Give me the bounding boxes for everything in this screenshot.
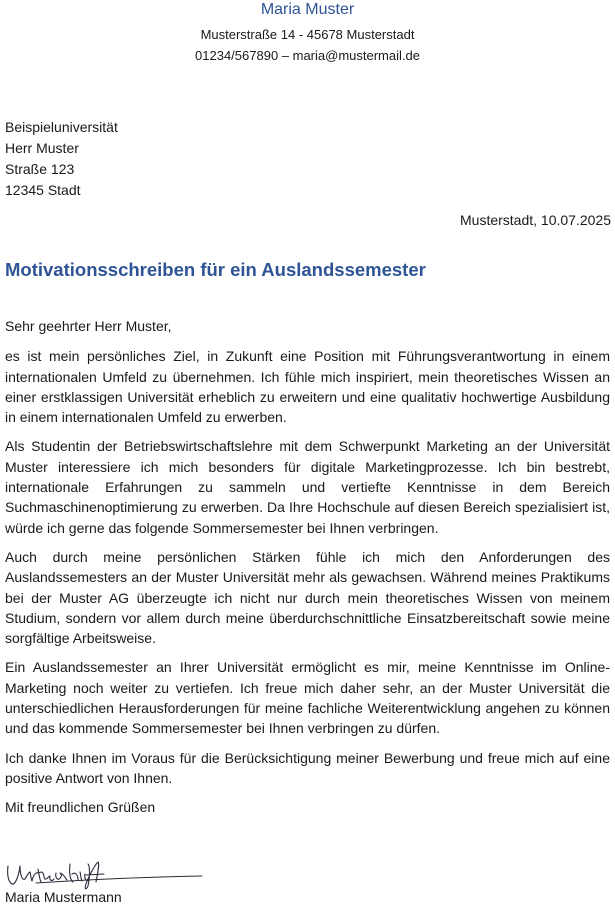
sender-contact: 01234/567890 – maria@mustermail.de [195, 48, 420, 63]
recipient-line: Straße 123 [5, 161, 75, 177]
salutation: Sehr geehrter Herr Muster, [5, 318, 172, 334]
letter-body [5, 316, 610, 818]
recipient-address [5, 117, 118, 201]
body-paragraph: Als Studentin der Betriebswirtschaftslehre mit dem Schwerpunkt Marketing an der Universität Muster interessiere ich mich besonders für digitale Marketingprozesse. Ich bin bestrebt, internationale Erfahrungen zu sammeln und vertiefte Kenntnisse in dem Bereich Suchmaschinenoptimierung zu erwerben. Da Ihre Hochschule auf diesen Bereich spezialisiert ist, würde ich gerne das folgende Sommersemester bei Ihnen verbringen. [5, 438, 610, 536]
closing: Mit freundlichen Grüßen [5, 799, 156, 816]
sender-name: Maria Muster [260, 1, 355, 18]
signature-image [2, 852, 207, 894]
body-paragraph: es ist mein persönliches Ziel, in Zukunft eine Position mit Führungsverantwortung in einem internationalen Umfeld zu übernehmen. Ich fühle mich inspiriert, mein theoretisches Wissen an einer erstklassigen Universität erheblich zu erweitern und eine qualitativ hochwertige Ausbildung in einem internationalen Umfeld zu erwerben. [5, 348, 610, 426]
body-paragraph: Ein Auslandssemester an Ihrer Universität ermöglicht es mir, meine Kenntnisse im Online-Marketing noch weiter zu vertiefen. Ich freue mich daher sehr, an der Muster Universität die unterschiedlichen Herausforderungen für meine fachliche Weiterentwicklung angehen zu können und das kommende Sommersemester bei Ihnen verbringen zu dürfen. [5, 659, 610, 737]
recipient-line: 12345 Stadt [5, 182, 81, 198]
signer-name: Maria Mustermann [5, 889, 122, 905]
letter-subject: Motivationsschreiben für ein Auslandssemester [5, 259, 426, 280]
body-paragraph: Ich danke Ihnen im Voraus für die Berücksichtigung meiner Bewerbung und freue mich auf eine positive Antwort von Ihnen. [5, 749, 610, 786]
letter-date: Musterstadt, 10.07.2025 [460, 212, 611, 228]
body-paragraph: Auch durch meine persönlichen Stärken fühle ich mich den Anforderungen des Auslandssemesters an der Muster Universität mehr als gewachsen. Während meines Praktikums bei der Muster AG überzeugte ich nicht nur durch mein theoretisches Wissen von meinem Studium, sondern vor allem durch meine überdurchschnittliche Einsatzbereitschaft sowie meine sorgfältige Arbeitsweise. [5, 548, 610, 647]
recipient-line: Herr Muster [5, 140, 79, 156]
recipient-line: Beispieluniversität [5, 119, 118, 135]
sender-address: Musterstraße 14 - 45678 Musterstadt [200, 27, 415, 42]
